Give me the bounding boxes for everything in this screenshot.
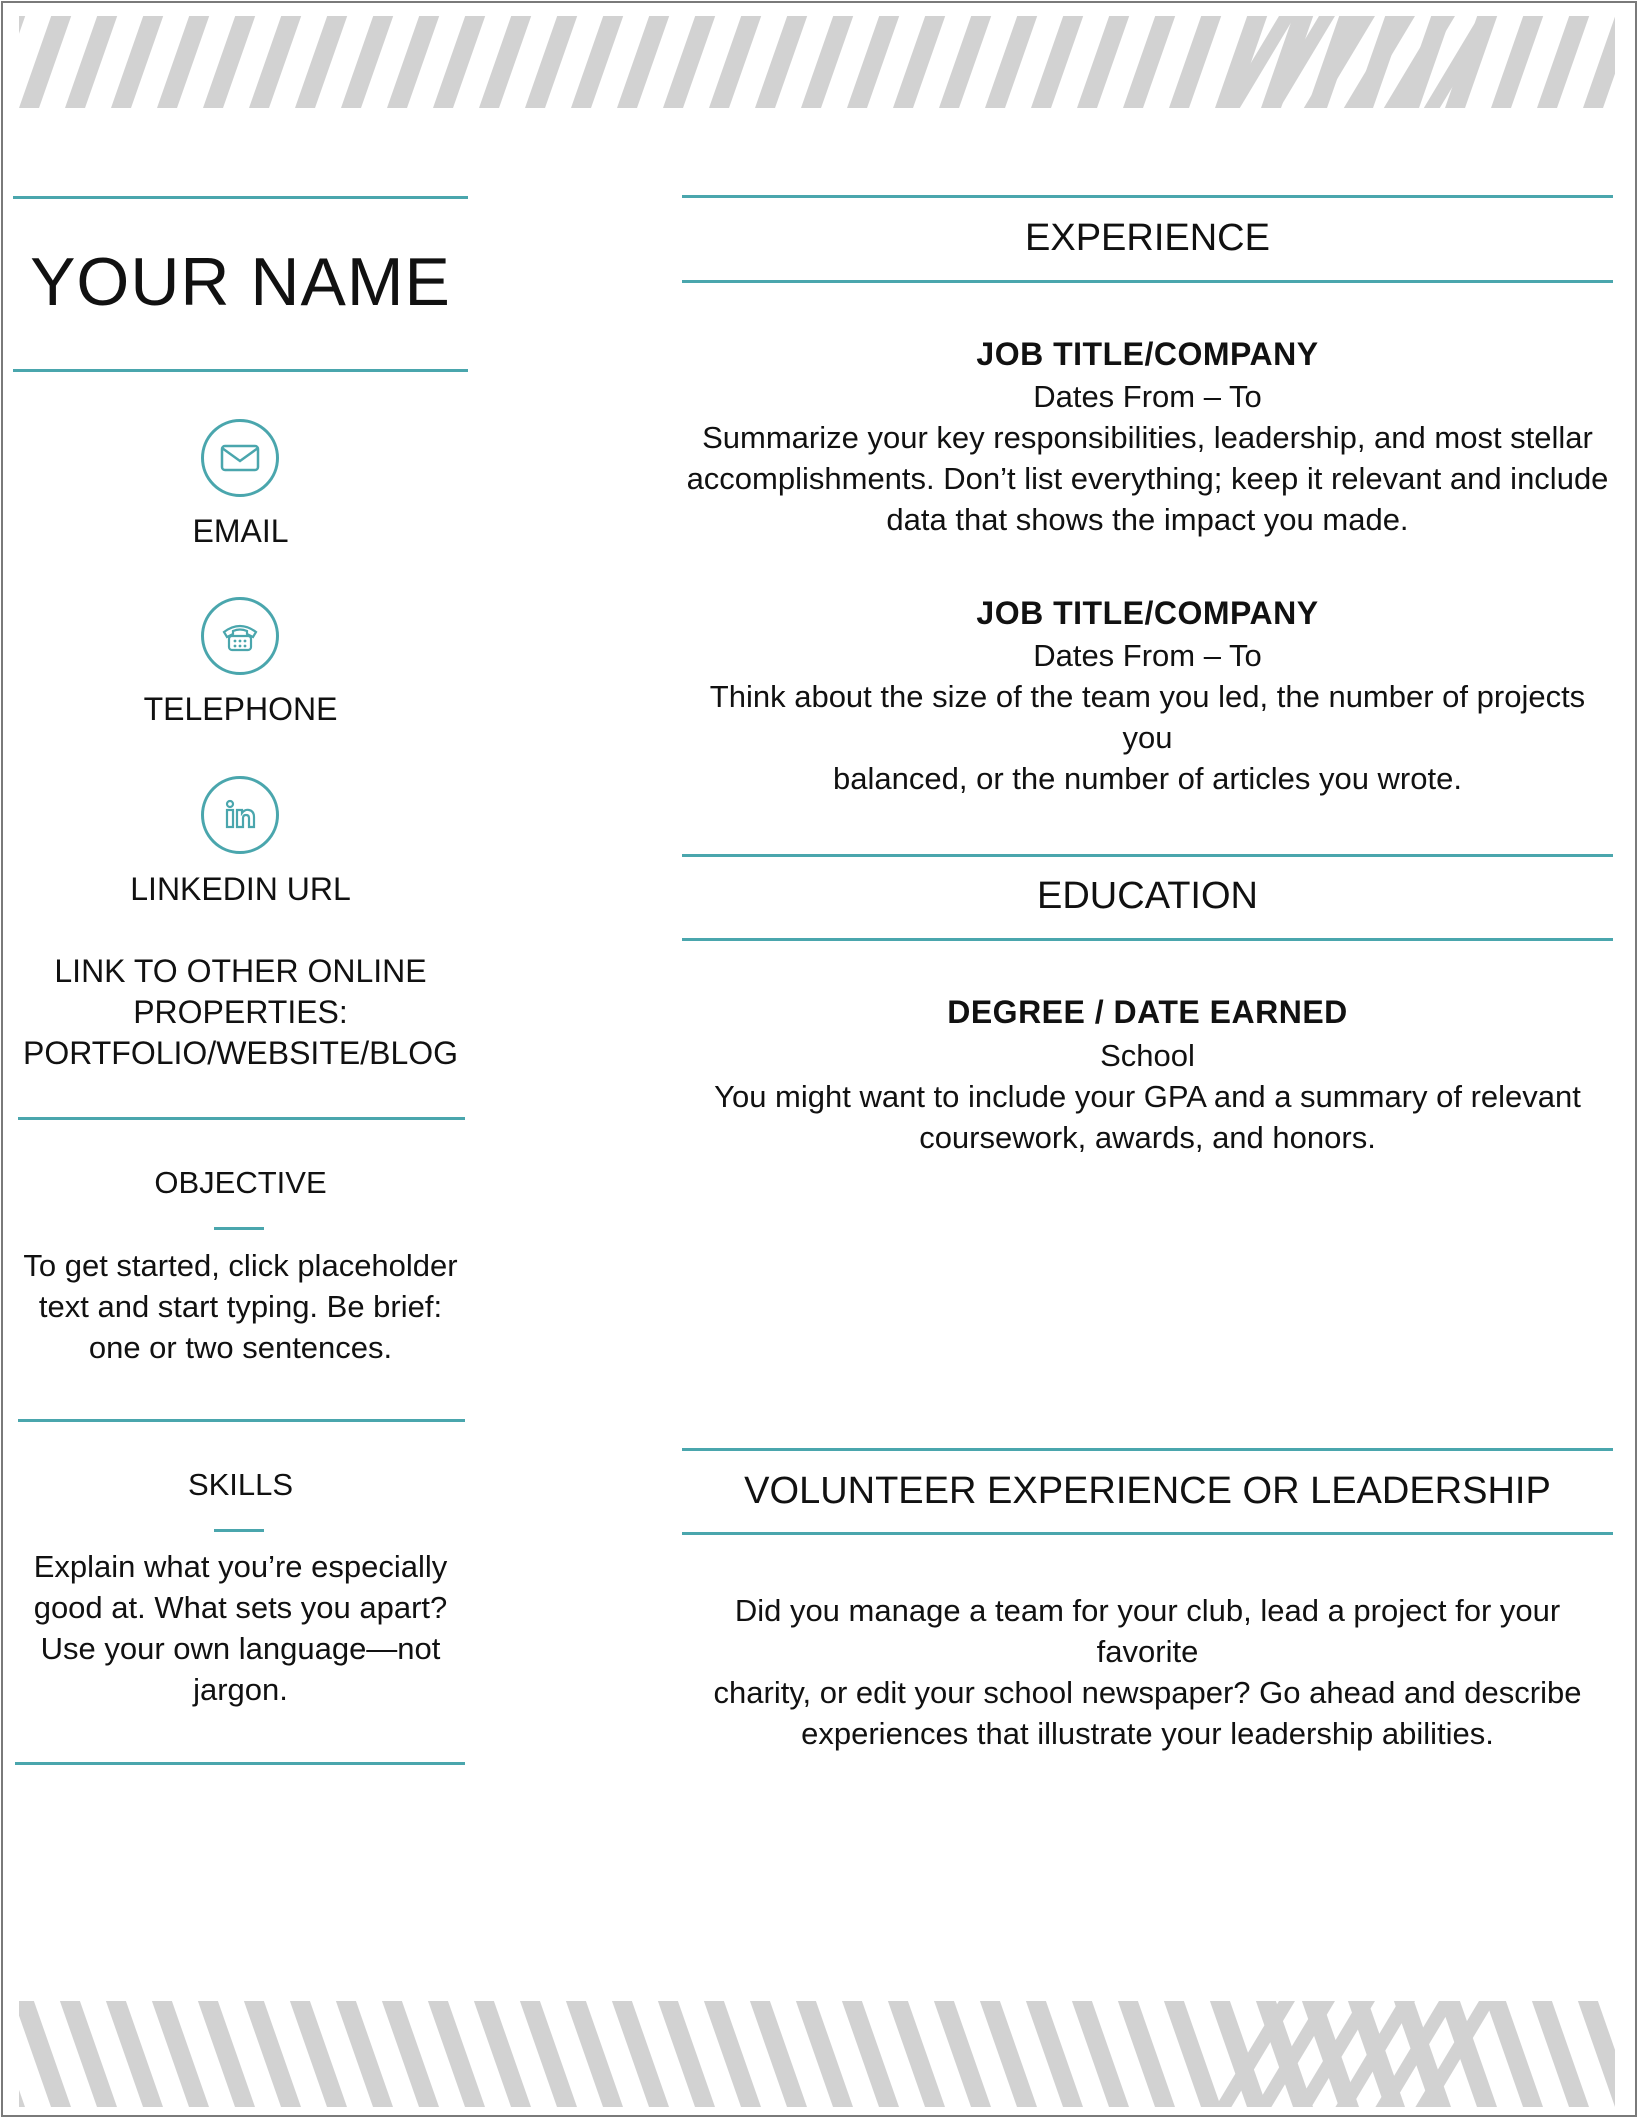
stripe — [801, 16, 853, 108]
education-bottom-rule — [682, 938, 1613, 941]
stripe — [157, 16, 209, 108]
skills-line-2: good at. What sets you apart? — [33, 1590, 448, 1625]
stripe — [985, 16, 1037, 108]
skills-bottom-rule — [15, 1762, 465, 1765]
envelope-icon — [201, 419, 279, 497]
experience-top-rule — [682, 195, 1613, 198]
stripe — [387, 16, 439, 108]
volunteer-line-2: charity, or edit your school newspaper? Go ahead and describe — [713, 1675, 1582, 1710]
skills-line-4: jargon. — [193, 1672, 288, 1707]
online-line-3: PORTFOLIO/WEBSITE/BLOG — [22, 1035, 459, 1071]
accent-stripe — [1335, 2001, 1415, 2107]
job-1-details — [682, 376, 1613, 540]
stripe — [341, 16, 393, 108]
stripe — [249, 16, 301, 108]
skills-line-1: Explain what you’re especially — [33, 1549, 448, 1584]
objective-line-2: text and start typing. Be brief: — [38, 1289, 443, 1324]
stripe — [520, 2001, 577, 2107]
name-top-rule — [13, 196, 468, 199]
objective-heading: OBJECTIVE — [154, 1165, 327, 1200]
volunteer-bottom-rule — [682, 1532, 1613, 1535]
stripe — [888, 2001, 945, 2107]
stripe — [152, 2001, 209, 2107]
education-top-rule — [682, 854, 1613, 857]
stripe — [1486, 2001, 1543, 2107]
stripe — [1123, 16, 1175, 108]
linkedin-icon — [201, 776, 279, 854]
objective-line-3: one or two sentences. — [88, 1330, 393, 1365]
stripe — [19, 16, 71, 108]
stripe — [525, 16, 577, 108]
job-2-dates: Dates From – To — [1033, 638, 1262, 673]
stripe — [1072, 2001, 1129, 2107]
stripe — [106, 2001, 163, 2107]
experience-heading: EXPERIENCE — [1025, 217, 1270, 259]
experience-bottom-rule — [682, 280, 1613, 283]
stripe — [198, 2001, 255, 2107]
stripe — [1537, 16, 1589, 108]
stripe — [704, 2001, 761, 2107]
stripe — [566, 2001, 623, 2107]
stripe — [479, 16, 531, 108]
linkedin-label: LINKEDIN URL — [130, 871, 351, 907]
stripe — [19, 2001, 71, 2107]
stripe — [433, 16, 485, 108]
online-properties — [13, 951, 468, 1074]
stripe — [290, 2001, 347, 2107]
stripe — [65, 16, 117, 108]
stripe — [755, 16, 807, 108]
stripe — [1491, 16, 1543, 108]
stripe — [203, 16, 255, 108]
volunteer-line-3: experiences that illustrate your leadership abilities. — [801, 1716, 1494, 1751]
volunteer-heading: VOLUNTEER EXPERIENCE OR LEADERSHIP — [744, 1470, 1551, 1512]
stripe — [474, 2001, 531, 2107]
stripe — [796, 2001, 853, 2107]
stripe — [750, 2001, 807, 2107]
job-1-line-1: Summarize your key responsibilities, leadership, and most stellar — [702, 420, 1593, 455]
objective-line-1: To get started, click placeholder — [23, 1248, 458, 1283]
name-bottom-rule — [13, 369, 468, 372]
stripe — [1169, 16, 1221, 108]
stripe — [658, 2001, 715, 2107]
email-label: EMAIL — [192, 513, 289, 549]
skills-top-rule — [18, 1419, 465, 1422]
stripe — [571, 16, 623, 108]
education-heading: EDUCATION — [1037, 875, 1258, 917]
job-2-details — [682, 635, 1613, 799]
bottom-decorative-band — [19, 2001, 1615, 2107]
stripe — [663, 16, 715, 108]
telephone-icon — [201, 597, 279, 675]
school-name: School — [1100, 1038, 1195, 1073]
skills-text — [13, 1546, 468, 1710]
job-1-dates: Dates From – To — [1033, 379, 1262, 414]
volunteer-top-rule — [682, 1448, 1613, 1451]
stripe — [1118, 2001, 1175, 2107]
job-2-line-2: balanced, or the number of articles you wrote. — [833, 761, 1462, 796]
stripe — [617, 16, 669, 108]
education-line-2: coursework, awards, and honors. — [919, 1120, 1376, 1155]
stripe — [1578, 2001, 1615, 2107]
skills-heading: SKILLS — [187, 1467, 294, 1502]
stripe — [336, 2001, 393, 2107]
education-line-1: You might want to include your GPA and a summary of relevant — [714, 1079, 1581, 1114]
stripe — [709, 16, 761, 108]
volunteer-text — [682, 1590, 1613, 1754]
objective-text — [13, 1245, 468, 1368]
online-line-1: LINK TO OTHER ONLINE — [54, 953, 427, 989]
education-details — [682, 1035, 1613, 1158]
stripe — [893, 16, 945, 108]
stripe — [1532, 2001, 1589, 2107]
top-decorative-band — [19, 16, 1615, 108]
your-name: YOUR NAME — [30, 244, 451, 320]
skills-line-3: Use your own language—not — [40, 1631, 441, 1666]
stripe — [934, 2001, 991, 2107]
telephone-label: TELEPHONE — [143, 691, 338, 727]
stripe — [1077, 16, 1129, 108]
stripe — [111, 16, 163, 108]
stripe — [939, 16, 991, 108]
job-2-line-1: Think about the size of the team you led, the number of projects you — [709, 679, 1586, 755]
stripe — [847, 16, 899, 108]
stripe — [612, 2001, 669, 2107]
job-1-line-2: accomplishments. Don’t list everything; keep it relevant and include — [686, 461, 1609, 496]
skills-accent-rule — [214, 1529, 264, 1532]
job-title-1: JOB TITLE/COMPANY — [976, 336, 1319, 372]
stripe — [842, 2001, 899, 2107]
online-line-2: PROPERTIES: — [133, 994, 348, 1030]
stripe — [1583, 16, 1615, 108]
objective-accent-rule — [214, 1227, 264, 1230]
stripe — [295, 16, 347, 108]
stripe — [60, 2001, 117, 2107]
degree-title: DEGREE / DATE EARNED — [947, 994, 1348, 1030]
stripe — [428, 2001, 485, 2107]
stripe — [1026, 2001, 1083, 2107]
stripe — [1164, 2001, 1221, 2107]
job-title-2: JOB TITLE/COMPANY — [976, 595, 1319, 631]
job-1-line-3: data that shows the impact you made. — [886, 502, 1409, 537]
resume-page — [1, 1, 1637, 2117]
stripe — [980, 2001, 1037, 2107]
objective-top-rule — [18, 1117, 465, 1120]
volunteer-line-1: Did you manage a team for your club, lead a project for your favorite — [734, 1593, 1561, 1669]
stripe — [1031, 16, 1083, 108]
stripe — [382, 2001, 439, 2107]
stripe — [244, 2001, 301, 2107]
